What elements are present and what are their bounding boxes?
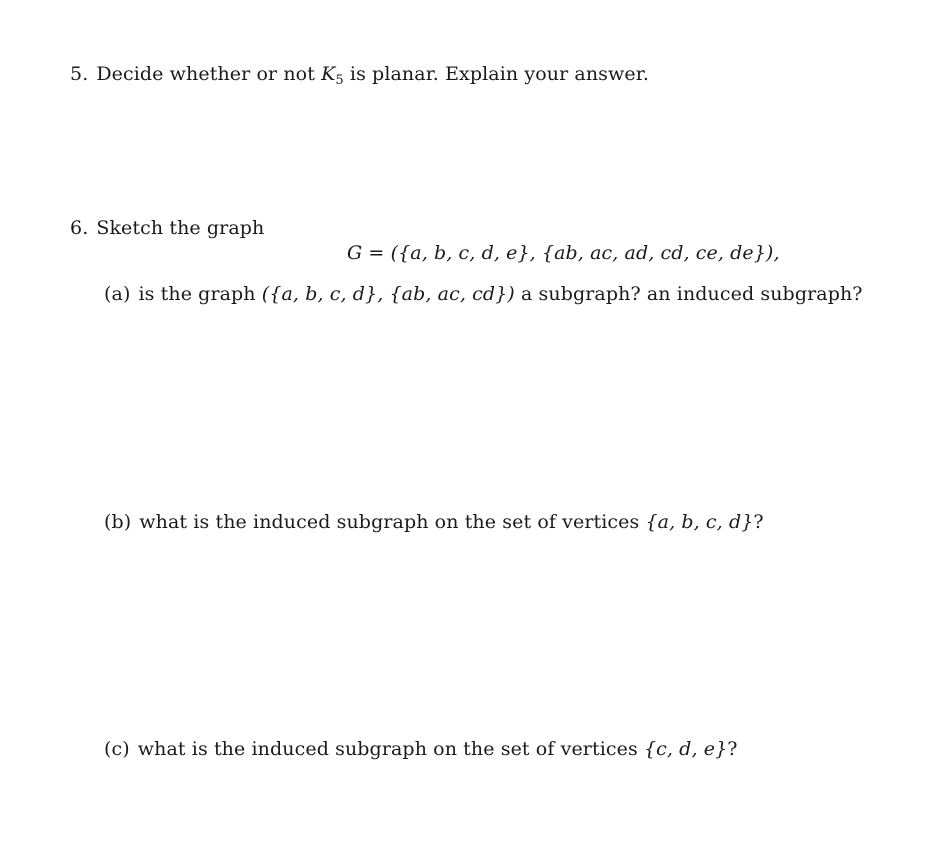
question-6-text: Sketch the graph [96,217,265,239]
question-5-text-after: is planar. Explain your answer. [349,63,649,85]
part-c-math: {c, d, e} [643,738,728,760]
math-K-subscript: 5 [335,73,344,88]
part-c-label: (c) [104,738,130,760]
question-5 [70,62,649,86]
question-5-number: 5. [70,63,89,85]
math-K: K [321,63,336,85]
question-6c [104,737,738,761]
question-6-number: 6. [70,217,89,239]
question-6 [70,216,264,240]
question-6b [104,510,764,534]
question-6a [104,282,863,306]
part-c-text-after: ? [727,738,738,760]
part-a-text-before: is the graph [138,283,256,305]
equation-lhs: G [347,242,363,264]
part-b-text-after: ? [753,511,764,533]
part-b-math: {a, b, c, d} [645,511,754,533]
part-c-text-before: what is the induced subgraph on the set of vertices [137,738,638,760]
part-b-text-before: what is the induced subgraph on the set of vertices [139,511,640,533]
question-5-text-before: Decide whether or not [96,63,315,85]
part-a-math: ({a, b, c, d}, {ab, ac, cd}) [261,283,515,305]
equation-rhs: ({a, b, c, d, e}, {ab, ac, ad, cd, ce, de}), [390,242,780,264]
part-b-label: (b) [104,511,132,533]
equation-equals: = [368,242,385,264]
part-a-label: (a) [104,283,131,305]
graph-equation [347,241,780,265]
part-a-text-after: a subgraph? an induced subgraph? [520,283,863,305]
